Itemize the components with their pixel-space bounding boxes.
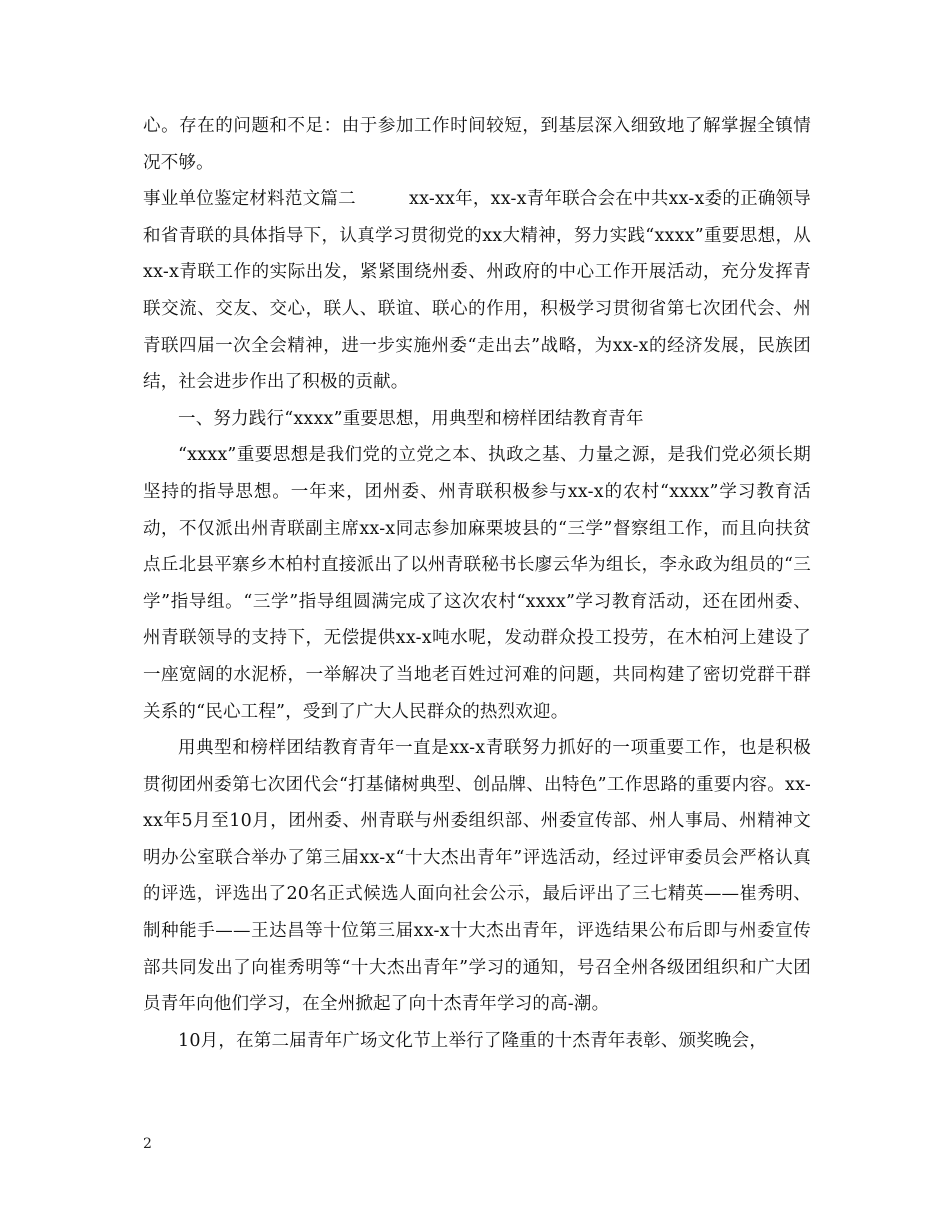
document-body [143,108,811,1059]
section-heading: 一、努力践行“xxxx”重要思想，用典型和榜样团结教育青年 [178,408,644,429]
paragraph: “xxxx”重要思想是我们党的立党之本、执政之基、力量之源，是我们党必须长期坚持的指导思想。一年来，团州委、州青联积极参与xx-x的农村“xxxx”学习教育活动，不仅派出州青联副主席xx-x同志参加麻栗坡县的“三学”督察组工作，而且向扶贫点丘北县平寨乡木柏村直接派出了以州青联秘书长廖云华为组长，李永政为组员的“三学”指导组。“三学”指导组圆满完成了这次农村“xxxx”学习教育活动，还在团州委、州青联领导的支持下，无偿提供xx-x吨水呢，发动群众投工投劳，在木柏河上建设了一座宽阔的水泥桥，一举解决了当地老百姓过河难的问题，共同构建了密切党群干群关系的“民心工程”，受到了广大人民群众的热烈欢迎。 [143,445,811,722]
paragraph: 用典型和榜样团结教育青年一直是xx-x青联努力抓好的一项重要工作，也是积极贯彻团州委第七次团代会“打基储树典型、创品牌、出特色”工作思路的重要内容。xx-xx年5月至10月，团州委、州青联与州委组织部、州委宣传部、州人事局、州精神文明办公室联合举办了第三届xx-x“十大杰出青年”评选活动，经过评审委员会严格认真的评选，评选出了20名正式候选人面向社会公示，最后评出了三七精英——崔秀明、制种能手——王达昌等十位第三届xx-x十大杰出青年，评选结果公布后即与州委宣传部共同发出了向崔秀明等“十大杰出青年”学习的通知，号召全州各级团组织和广大团员青年向他们学习，在全州掀起了向十杰青年学习的高-潮。 [143,738,811,1015]
paragraph: 心。存在的问题和不足：由于参加工作时间较短，到基层深入细致地了解掌握全镇情况不够。 [143,116,811,173]
page-number: 2 [143,1136,152,1152]
paragraph: 事业单位鉴定材料范文篇二 xx-xx年，xx-x青年联合会在中共xx-x委的正确领导和省青联的具体指导下，认真学习贯彻党的xx大精神，努力实践“xxxx”重要思想，从xx-x青联工作的实际出发，紧紧围绕州委、州政府的中心工作开展活动，充分发挥青联交流、交友、交心，联人、联谊、联心的作用，积极学习贯彻省第七次团代会、州青联四届一次全会精神，进一步实施州委“走出去”战略，为xx-x的经济发展，民族团结，社会进步作出了积极的贡献。 [143,189,811,393]
paragraph: 10月，在第二届青年广场文化节上举行了隆重的十杰青年表彰、颁奖晚会， [178,1030,768,1051]
